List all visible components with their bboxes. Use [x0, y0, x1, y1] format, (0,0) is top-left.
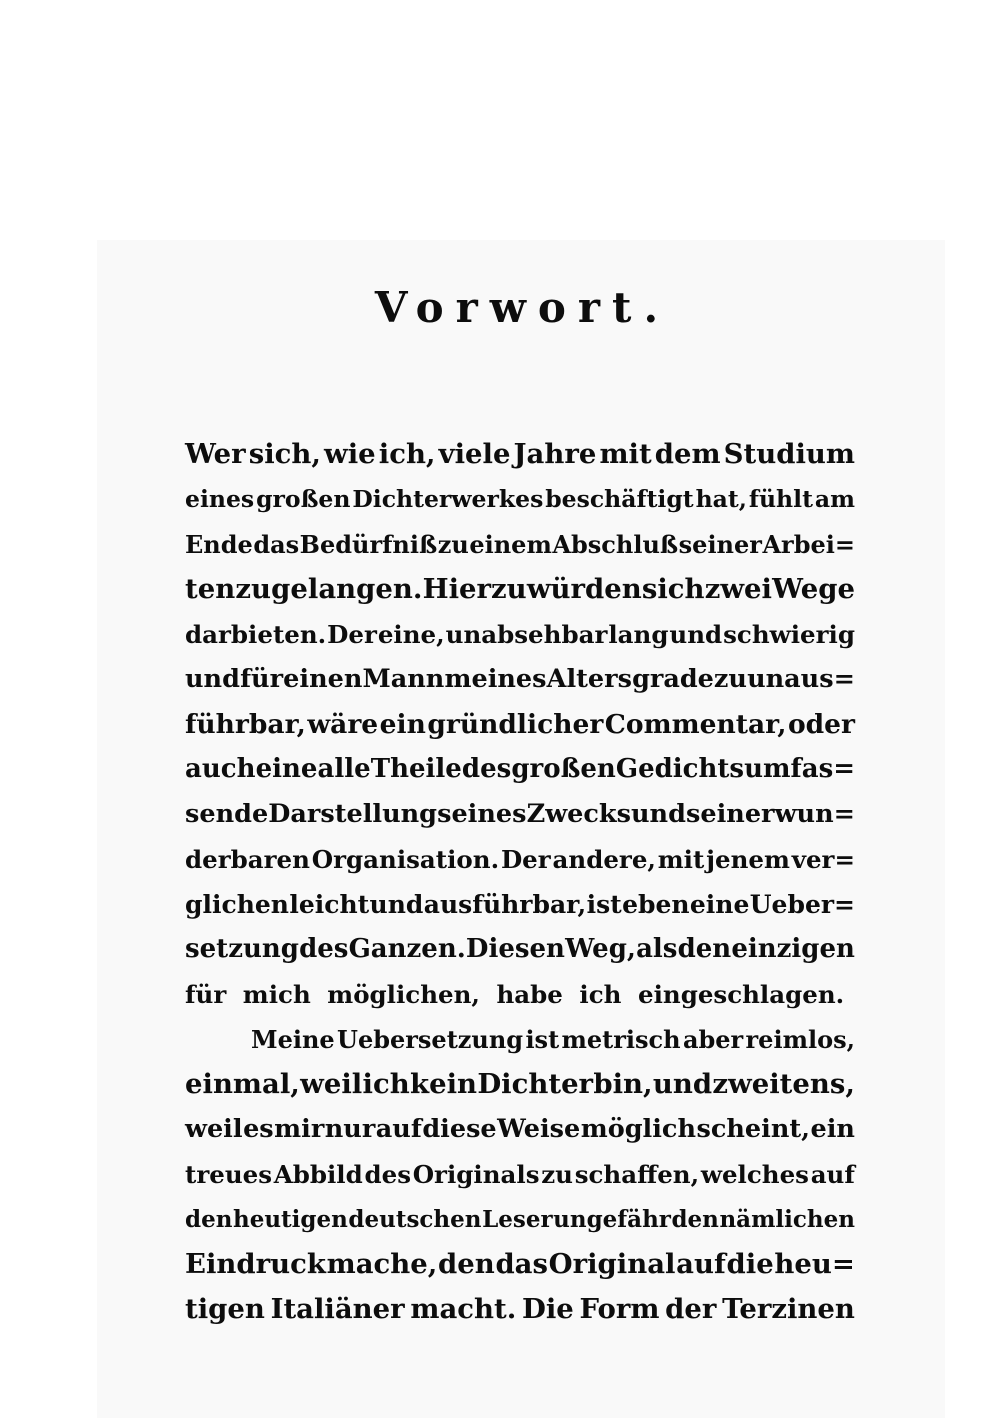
- text-line: tigen Italiäner macht. Die Form der Terzinen: [185, 1293, 855, 1325]
- text-line: Wer sich, wie ich, viele Jahre mit dem Studium: [185, 438, 855, 470]
- text-line: treues Abbild des Originals zu schaffen, welches auf: [185, 1160, 855, 1189]
- page-title: Vorwort.: [374, 283, 671, 332]
- text-line: weil es mir nur auf diese Weise möglich scheint, ein: [185, 1114, 855, 1144]
- text-line: Meine Uebersetzung ist metrisch aber reimlos,: [251, 1025, 855, 1054]
- text-line: für mich möglichen, habe ich eingeschlagen.: [185, 980, 845, 1009]
- text-line: den heutigen deutschen Leser ungefähr den nämlichen: [185, 1206, 855, 1233]
- text-line: sende Darstellung seines Zwecks und seiner wun=: [185, 799, 855, 829]
- text-line: eines großen Dichterwerkes beschäftigt hat, fühlt am: [185, 485, 855, 513]
- text-line: und für einen Mann meines Alters gradezu unaus=: [185, 664, 855, 694]
- text-line: auch eine alle Theile des großen Gedichts umfas=: [185, 754, 855, 784]
- text-line: darbieten. Der eine, unabsehbar lang und schwierig: [185, 620, 855, 649]
- text-line: Eindruck mache, den das Original auf die heu=: [185, 1248, 855, 1280]
- text-line: ten zu gelangen. Hierzu würden sich zwei Wege: [185, 573, 855, 605]
- text-line: setzung des Ganzen. Diesen Weg, als den einzigen: [185, 934, 855, 964]
- text-line: einmal, weil ich kein Dichter bin, und zweitens,: [185, 1068, 855, 1100]
- text-line: Ende das Bedürfniß zu einem Abschluß seiner Arbei=: [185, 530, 855, 559]
- text-line: derbaren Organisation. Der andere, mit jenem ver=: [185, 845, 855, 874]
- paragraph-1: [185, 432, 855, 1017]
- body-text: [185, 432, 855, 1332]
- text-line: glichen leicht und ausführbar, ist eben eine Ueber=: [185, 890, 855, 919]
- text-line: führbar, wäre ein gründlicher Commentar, oder: [185, 709, 855, 740]
- paragraph-2: [185, 1017, 855, 1332]
